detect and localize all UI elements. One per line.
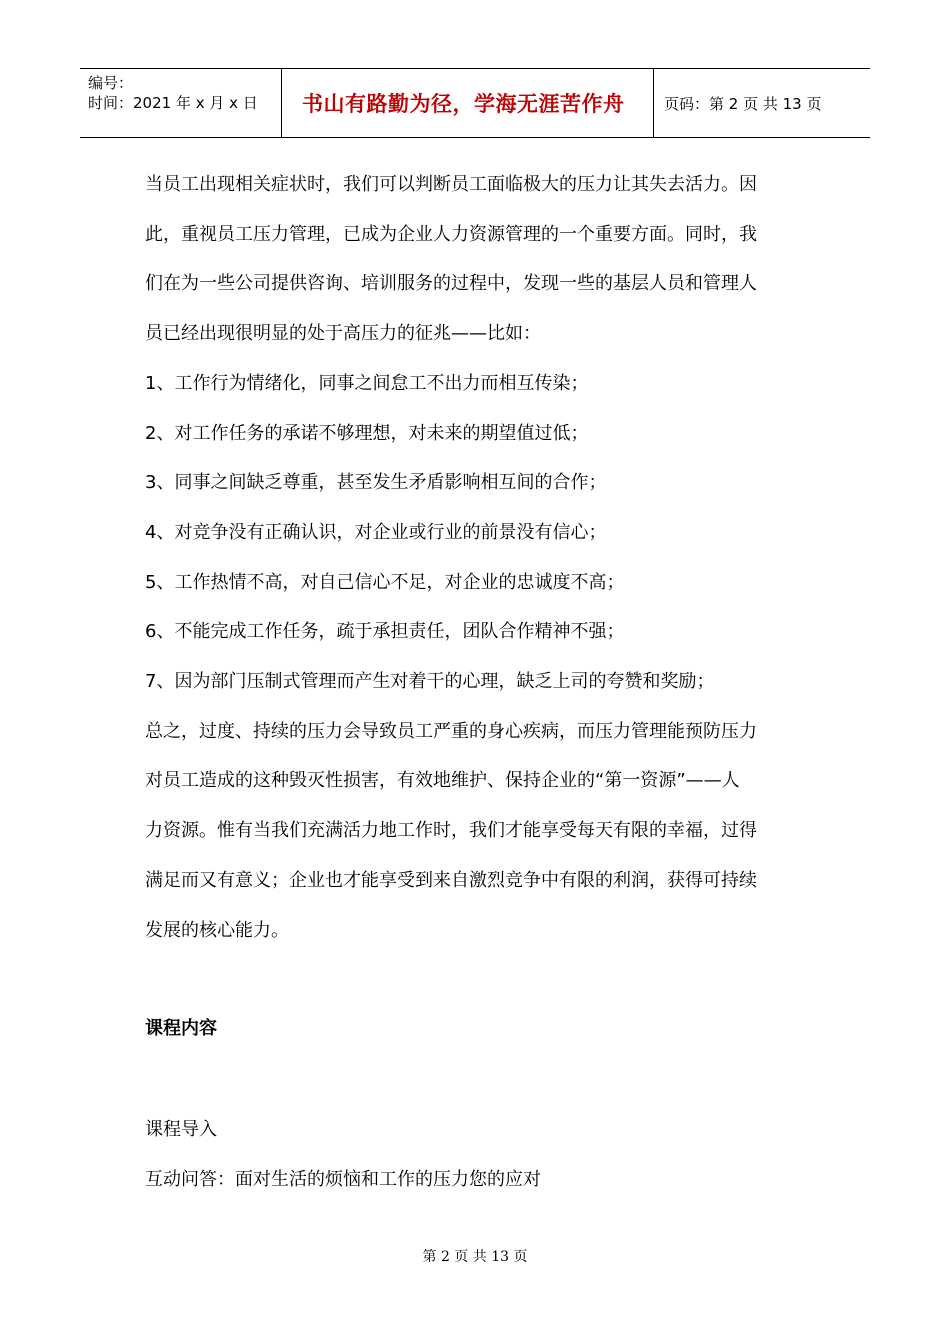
course-intro: 课程导入: [145, 1119, 217, 1140]
motto: 书山有路勤为径，学海无涯苦作舟: [302, 91, 625, 116]
intro-line: 此，重视员工压力管理，已成为企业人力资源管理的一个重要方面。同时，我: [145, 223, 757, 245]
symptom-list: [145, 359, 810, 707]
intro-line: 当员工出现相关症状时，我们可以判断员工面临极大的压力让其失去活力。因: [145, 174, 757, 195]
list-item: 4、对竞争没有正确认识，对企业或行业的前景没有信心；: [145, 521, 607, 543]
list-item: 6、不能完成工作任务，疏于承担责任，团队合作精神不强；: [145, 621, 625, 643]
list-item: 3、同事之间缺乏尊重，甚至发生矛盾影响相互间的合作；: [145, 472, 607, 494]
page-footer: 第 2 页 共 13 页: [422, 1249, 528, 1265]
section-title: 课程内容: [145, 1018, 217, 1039]
list-item: 5、工作热情不高，对自己信心不足，对企业的忠诚度不高；: [145, 571, 625, 593]
header-table: [80, 68, 870, 138]
body-content: [145, 160, 810, 955]
intro-paragraph: [145, 160, 810, 359]
header-motto-cell: [282, 69, 654, 137]
summary-line: 对员工造成的这种毁灭性损害，有效地维护、保持企业的“第一资源”——人: [145, 770, 740, 792]
list-item: 1、工作行为情绪化，同事之间怠工不出力而相互传染；: [145, 372, 589, 394]
number-label: 编号：: [88, 74, 134, 92]
list-item: 7、因为部门压制式管理而产生对着干的心理，缺乏上司的夸赞和奖励；: [145, 671, 715, 693]
page-label: 页码：第 2 页 共 13 页: [664, 94, 822, 113]
summary-line: 满足而又有意义；企业也才能享受到来自激烈竞争中有限的利润，获得可持续: [145, 869, 757, 891]
list-item: 2、对工作任务的承诺不够理想，对未来的期望值过低；: [145, 422, 589, 444]
summary-line: 发展的核心能力。: [145, 919, 289, 941]
summary-paragraph: [145, 707, 810, 956]
date-label: 时间：2021 年 x 月 x 日: [88, 94, 258, 112]
interactive-qa: 互动问答：面对生活的烦恼和工作的压力您的应对: [145, 1169, 541, 1190]
header-meta: [80, 69, 282, 137]
header-page-cell: [654, 69, 870, 137]
intro-line: 们在为一些公司提供咨询、培训服务的过程中，发现一些的基层人员和管理人: [145, 273, 757, 295]
summary-line: 总之，过度、持续的压力会导致员工严重的身心疾病，而压力管理能预防压力: [145, 720, 757, 742]
intro-line: 员已经出现很明显的处于高压力的征兆——比如：: [145, 323, 541, 345]
summary-line: 力资源。惟有当我们充满活力地工作时，我们才能享受每天有限的幸福，过得: [145, 820, 757, 842]
